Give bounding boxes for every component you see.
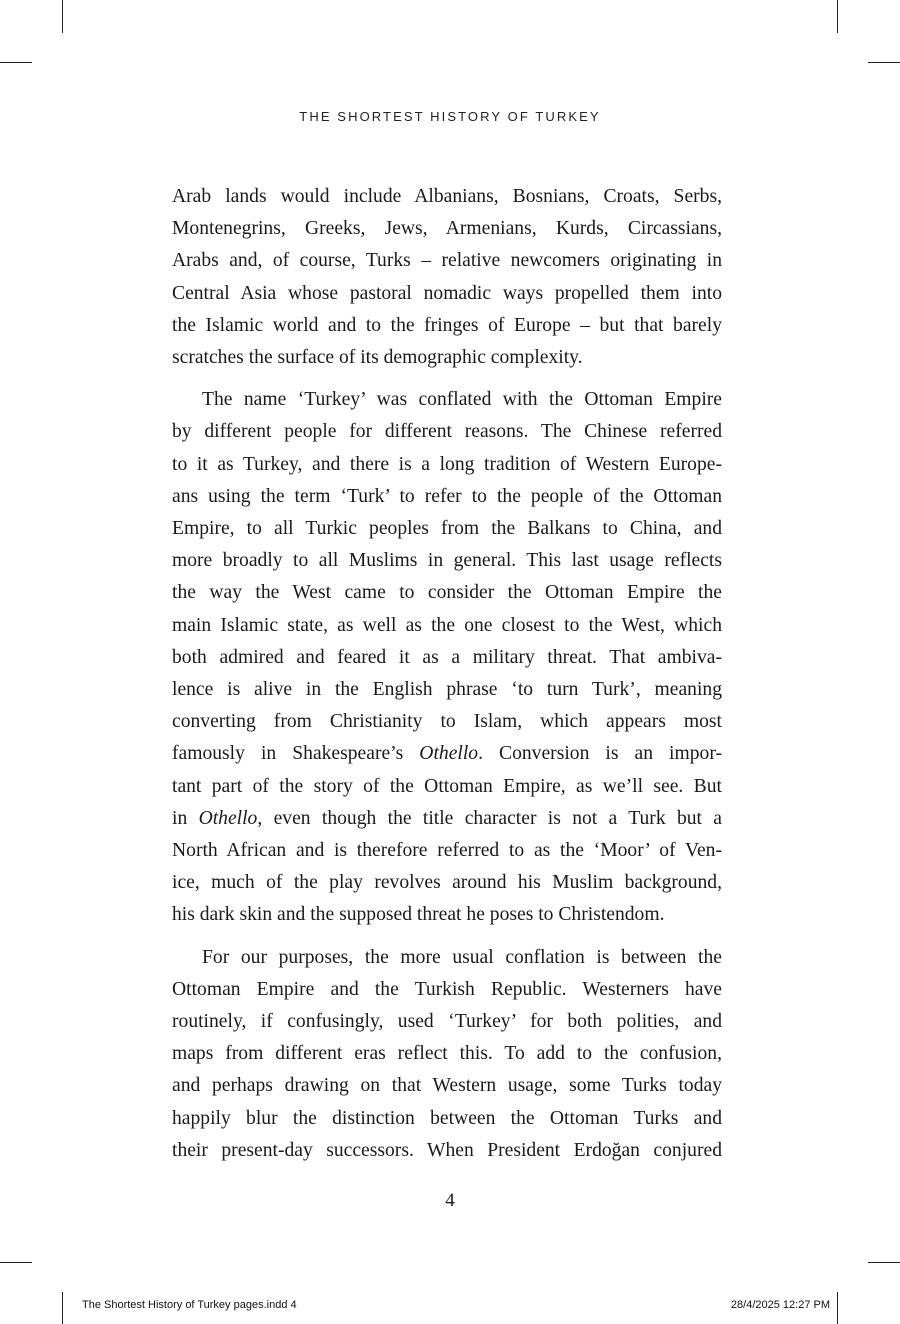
paragraph (172, 942, 722, 1167)
text-line: The name ‘Turkey’ was conflated with the Ottoman Empire (202, 389, 722, 411)
text-line: ice, much of the play revolves around his Muslim background, (172, 872, 722, 894)
text-line: North African and is therefore referred to as the ‘Moor’ of Ven- (172, 840, 722, 862)
text-line: maps from different eras reflect this. To add to the confusion, (172, 1043, 722, 1065)
text-line: in Othello, even though the title character is not a Turk but a (172, 807, 723, 829)
crop-mark-left-upper (0, 62, 32, 63)
body-text (172, 181, 722, 1167)
text-line: his dark skin and the supposed threat he poses to Christendom. (172, 904, 665, 926)
crop-mark-top-right (837, 0, 838, 33)
text-line: lence is alive in the English phrase ‘to turn Turk’, meaning (172, 679, 722, 701)
crop-mark-bottom-left (62, 1292, 63, 1324)
page-number: 4 (445, 1190, 455, 1211)
text-line: ans using the term ‘Turk’ to refer to the people of the Ottoman (172, 485, 722, 507)
text-line: to it as Turkey, and there is a long tradition of Western Europe- (172, 453, 722, 475)
text-line: the Islamic world and to the fringes of Europe – but that barely (172, 314, 722, 336)
text-line: Empire, to all Turkic peoples from the Balkans to China, and (172, 518, 722, 540)
running-head: THE SHORTEST HISTORY OF TURKEY (299, 109, 601, 124)
crop-mark-right-upper (868, 62, 900, 63)
text-line: both admired and feared it as a military threat. That ambiva- (172, 646, 722, 668)
italic-title: Othello (198, 807, 258, 829)
text-line: by different people for different reasons. The Chinese referred (172, 421, 722, 443)
slug-filename: The Shortest History of Turkey pages.indd 4 (82, 1299, 297, 1311)
crop-mark-right-lower (868, 1262, 900, 1263)
crop-mark-left-lower (0, 1262, 32, 1263)
text-line: Central Asia whose pastoral nomadic ways propelled them into (172, 282, 722, 304)
italic-title: Othello (419, 743, 479, 765)
text-line: routinely, if confusingly, used ‘Turkey’ for both polities, and (172, 1011, 722, 1033)
text-line: Arabs and, of course, Turks – relative newcomers originating in (172, 250, 722, 272)
text-line: their present-day successors. When President Erdoğan conjured (172, 1139, 722, 1161)
text-line: tant part of the story of the Ottoman Empire, as we’ll see. But (172, 775, 722, 797)
text-line: Ottoman Empire and the Turkish Republic. Westerners have (172, 978, 722, 1000)
text-line: Montenegrins, Greeks, Jews, Armenians, Kurds, Circassians, (172, 218, 722, 240)
paragraph (172, 181, 722, 374)
slug-timestamp: 28/4/2025 12:27 PM (730, 1299, 830, 1311)
text-line: and perhaps drawing on that Western usage, some Turks today (172, 1075, 722, 1097)
paragraph (172, 384, 722, 931)
text-line: happily blur the distinction between the Ottoman Turks and (172, 1107, 722, 1129)
text-line: the way the West came to consider the Ottoman Empire the (172, 582, 722, 604)
text-line: Arab lands would include Albanians, Bosnians, Croats, Serbs, (172, 186, 722, 207)
text-line: converting from Christianity to Islam, which appears most (172, 711, 722, 733)
text-line: For our purposes, the more usual conflation is between the (202, 946, 722, 968)
text-line: scratches the surface of its demographic complexity. (172, 347, 583, 369)
text-line: famously in Shakespeare’s Othello. Conversion is an impor- (172, 743, 722, 765)
text-line: main Islamic state, as well as the one closest to the West, which (172, 614, 722, 636)
text-line: more broadly to all Muslims in general. This last usage reflects (172, 550, 722, 572)
crop-mark-bottom-right (837, 1292, 838, 1324)
crop-mark-top-left (62, 0, 63, 33)
